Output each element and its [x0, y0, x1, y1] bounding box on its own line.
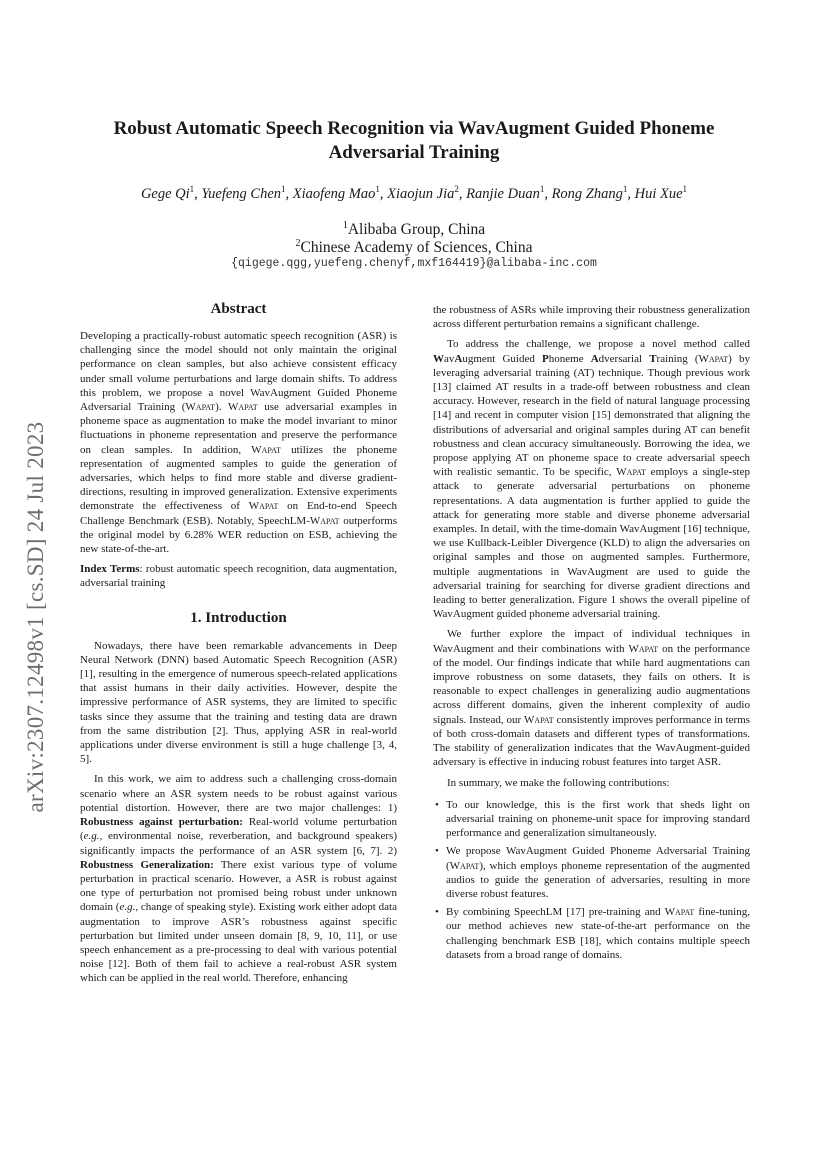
arxiv-identifier[interactable]: arXiv:2307.12498v1 [cs.SD] 24 Jul 2023	[23, 421, 48, 813]
intro-paragraph-2-cont: the robustness of ASRs while improving their robustness generalization across different perturbation remains a significant challenge.	[433, 304, 750, 331]
author: Gege Qi$^1$,	[140, 184, 202, 202]
author-list	[60, 180, 768, 203]
bullet-icon: •	[435, 845, 439, 858]
author: Ranjie Duan$^1$,	[466, 184, 552, 202]
intro-paragraph-3: To address the challenge, we propose a novel method called WavAugment Guided Phoneme Adversarial Training (Wapat) by leveraging adversarial training (AT) technique. Though previous work [13] claimed AT results in a trade-off between robustness and clean accuracy. However, research in the field of natural language processing [14] and recent in computer vision [15] demonstrated that aligning the distributions of adversarial and original samples during AT can benefit robustness and clean accuracy simultaneously. Borrowing the idea, we propose applying AT on phoneme space to create adversarial speech with realistic semantic. To be specific, Wapat employs a single-step attack to generate adversarial perturbations on phoneme representations. A data augmentation is further applied to guide the attack for generating more stable and diverse phoneme adversarial examples. In detail, with the time-domain WavAugment [16] technique, we use Kullback-Leibler Divergence (KLD) to align the adversaries on original samples and those on augmented samples. Furthermore, multiple augmentations in WavAugment are used to guide the adversarial training for searching for diverse gradient directions and leading to better generalization. Figure 1 shows the overall pipeline of WavAugment guided phoneme adversarial training.	[433, 338, 750, 621]
author: Xiaojun Jia$^2$,	[387, 184, 467, 202]
intro-paragraph-5: In summary, we make the following contributions:	[447, 776, 670, 789]
abstract-heading: Abstract	[210, 301, 267, 317]
bullet-icon: •	[435, 906, 439, 919]
author: Xiaofeng Mao$^1$,	[292, 184, 388, 202]
list-item: • We propose WavAugment Guided Phoneme Adversarial Training (Wapat), which employs phoneme representation of the augmented audios to guide the generation of adversaries, resulting in more diverse robust features.	[435, 845, 750, 900]
left-column	[80, 300, 397, 992]
author: Rong Zhang$^1$,	[551, 184, 635, 202]
intro-paragraph-4: We further explore the impact of individual techniques in WavAugment and their combinations with Wapat on the performance of the model. Our findings indicate that while hard augmentations can improve robustness on some datasets, they fails on others. It is reasonable to expect challenges in generalizing audio augmentations across different domains, given the inherent complexity of audio signals. Instead, our Wapat consistently improves performance in terms of both cross-domain datasets and different types of transformations. The stability of generalization indicates that the WavAugment-guided adversary is effective in inducing robust features into target ASR.	[433, 628, 751, 769]
title-line-1: Robust Automatic Speech Recognition via WavAugment Guided Phoneme	[113, 118, 715, 139]
introduction-heading: 1. Introduction	[190, 609, 287, 626]
index-terms: Index Terms: robust automatic speech recognition, data augmentation, adversarial training	[80, 563, 397, 590]
author-emails[interactable]: {qigege.qgg,yuefeng.chenyf,mxf164419}@alibaba-inc.com	[231, 257, 597, 270]
author: Hui Xue$^1$	[634, 184, 688, 202]
list-item: • To our knowledge, this is the first work that sheds light on adversarial training on phoneme-unit space for improving standard performance and generalization simultaneously.	[435, 798, 750, 840]
intro-paragraph-1: Nowadays, there have been remarkable advancements in Deep Neural Network (DNN) based Automatic Speech Recognition (ASR) [1], resulting in the emergence of numerous speech-related applications that assist humans in their daily activities. However, despite the impressive performance of ASR systems, they are limited to specific tasks since they assume that the training and testing data are drawn from the same distribution [2]. Thus, applying ASR in real-world applications under diverse environment is still a huge challenge [3, 4, 5].	[80, 639, 397, 766]
contributions-list	[433, 798, 750, 962]
affiliation-2: $^2$Chinese Academy of Sciences, China	[295, 238, 533, 257]
intro-paragraph-2: In this work, we aim to address such a challenging cross-domain scenario where an ASR system needs to be robust against various potential distortion. However, there are two major challenges: 1) Robustness against perturbation: Real-world volume perturbation (e.g., environmental noise, reverberation, and background speakers) significantly impacts the performance of an ASR system [6, 7]. 2) Robustness Generalization: There exist various type of volume perturbation in practical scenario. However, a ASR is robust against one type of perturbation not promised being robust under unknown domain (e.g., change of speaking style). Existing work either adopt data augmentation to improve ASR’s robustness against specific perturbation but limited under unseen domain [8, 9, 10, 11], or use speech enhancement as a pre-processing to deal with various potential noise [12]. Both of them fail to achieve a real-robust ASR system which can be applied in the real world. Therefore, enhancing	[80, 773, 398, 985]
right-column	[433, 303, 750, 966]
affiliation-1: $^1$Alibaba Group, China	[342, 220, 486, 239]
title-line-2: Adversarial Training	[328, 142, 500, 163]
list-item: • By combining SpeechLM [17] pre-training and Wapat fine-tuning, our method achieves new state-of-the-art performance on the challenging benchmark ESB [18], which contains multiple speech datasets from a broad range of domains.	[435, 906, 750, 961]
bullet-icon: •	[435, 798, 439, 811]
abstract-text: Developing a practically-robust automatic speech recognition (ASR) is challenging since the model should not only maintain the original performance on clean samples, but also achieve consistent efficacy under small volume perturbations and large domain shifts. To address this problem, we propose a novel WavAugment Guided Phoneme Adversarial Training (Wapat). Wapat use adversarial examples in phoneme space as augmentation to make the model invariant to minor fluctuations in phoneme representation and preserve the performance on clean samples. In addition, Wapat utilizes the phoneme representation of augmented samples to guide the generation of adversaries, which helps to find more stable and diverse gradient-directions, resulting in improved generalization. Extensive experiments demonstrate the effectiveness of Wapat on End-to-end Speech Challenge Benchmark (ESB). Notably, SpeechLM-Wapat outperforms the original model by 6.28% WER reduction on ESB, achieving the new state-of-the-art.	[80, 330, 398, 556]
author: Yuefeng Chen$^1$,	[201, 184, 293, 202]
paper-title	[80, 117, 748, 165]
